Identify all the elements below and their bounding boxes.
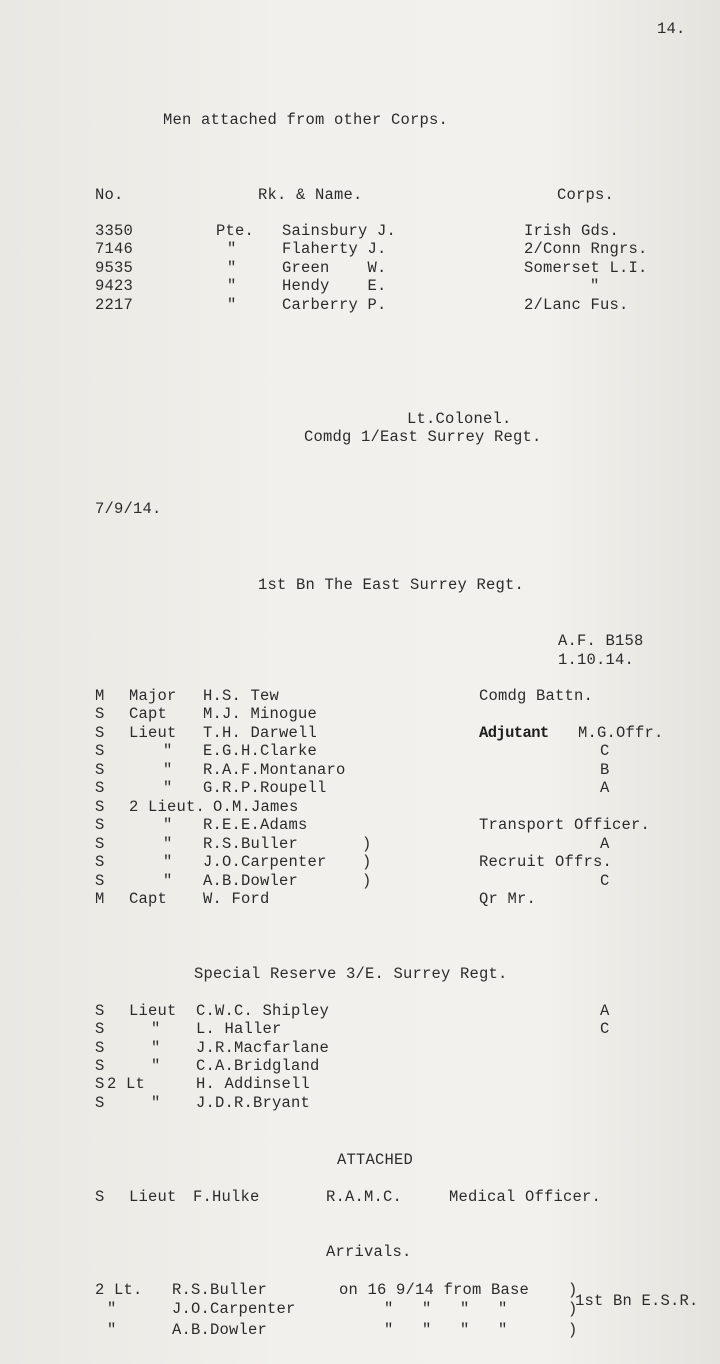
reserve-rank: ": [151, 1039, 161, 1057]
officer-name: M.J. Minogue: [203, 705, 318, 723]
row-corps: 2/Lanc Fus.: [524, 296, 629, 314]
officer-rank: ": [163, 761, 173, 779]
officer-rank: ": [163, 742, 173, 760]
officer-role: Comdg Battn.: [479, 687, 594, 705]
officer-code: M: [95, 890, 105, 908]
reserve-company: C: [600, 1020, 610, 1038]
row-number: 2217: [95, 296, 134, 314]
arrival-name: R.S.Buller: [172, 1281, 268, 1299]
officer-bracket: ): [362, 853, 372, 871]
officer-code: S: [95, 724, 105, 742]
arrival-bracket: ): [568, 1281, 578, 1299]
attached-heading: Men attached from other Corps.: [163, 111, 449, 129]
row-rank: ": [227, 296, 237, 314]
officer-name: O.M.James: [213, 798, 299, 816]
officer-role: Recruit Offrs.: [479, 853, 613, 871]
row-name: Sainsbury J.: [282, 222, 397, 240]
officer-role: M.G.Offr.: [578, 724, 664, 742]
officer-role: Qr Mr.: [479, 890, 537, 908]
col-header-no: No.: [95, 186, 124, 204]
arrival-detail: " " " ": [384, 1321, 508, 1339]
attached-officer-role: Medical Officer.: [449, 1188, 602, 1206]
officer-rank: ": [163, 853, 173, 871]
officer-bracket: ): [362, 872, 372, 890]
reserve-code: S: [95, 1039, 105, 1057]
reserve-rank: ": [151, 1020, 161, 1038]
reserve-name: C.W.C. Shipley: [196, 1002, 330, 1020]
reserve-code: S: [95, 1075, 105, 1093]
row-rank: ": [227, 277, 237, 295]
officer-name: R.S.Buller: [203, 835, 299, 853]
officer-name: H.S. Tew: [203, 687, 280, 705]
officer-bracket: ): [362, 835, 372, 853]
row-name: Flaherty J.: [282, 240, 387, 258]
reserve-rank: ": [151, 1094, 161, 1112]
reserve-name: C.A.Bridgland: [196, 1057, 320, 1075]
officer-rank: ": [163, 835, 173, 853]
reserve-code: S: [95, 1057, 105, 1075]
officer-code: M: [95, 687, 105, 705]
reserve-code: S: [95, 1020, 105, 1038]
row-corps: Irish Gds.: [524, 222, 620, 240]
form-date: 1.10.14.: [558, 651, 635, 669]
officer-rank: Major: [129, 687, 177, 705]
officer-name: A.B.Dowler: [203, 872, 299, 890]
officer-code: S: [95, 742, 105, 760]
officer-rank: ": [163, 816, 173, 834]
row-number: 3350: [95, 222, 134, 240]
arrival-bracket: ): [568, 1321, 578, 1339]
reserve-name: J.R.Macfarlane: [196, 1039, 330, 1057]
officer-code: S: [95, 835, 105, 853]
document-date: 7/9/14.: [95, 500, 162, 518]
signature-rank: Lt.Colonel.: [407, 410, 512, 428]
row-rank: ": [227, 240, 237, 258]
attached-officer-name: F.Hulke: [193, 1188, 260, 1206]
form-reference: A.F. B158: [558, 632, 644, 650]
row-corps: Somerset L.I.: [524, 259, 648, 277]
signature-command: Comdg 1/East Surrey Regt.: [304, 428, 542, 446]
attached-officer-heading: ATTACHED: [337, 1151, 414, 1169]
officer-rank: ": [163, 779, 173, 797]
officer-code: S: [95, 761, 105, 779]
officer-rank: Capt: [129, 705, 168, 723]
officer-code: S: [95, 816, 105, 834]
row-name: Green W.: [282, 259, 387, 277]
arrival-name: A.B.Dowler: [172, 1321, 268, 1339]
row-name: Carberry P.: [282, 296, 387, 314]
officer-rank: Lieut: [129, 724, 177, 742]
reserve-company: A: [600, 1002, 610, 1020]
attached-officer-code: S: [95, 1188, 105, 1206]
arrivals-heading: Arrivals.: [326, 1243, 412, 1261]
arrivals-unit: 1st Bn E.S.R.: [575, 1292, 699, 1310]
officer-code: S: [95, 798, 105, 816]
reserve-name: H. Addinsell: [196, 1075, 311, 1093]
reserve-heading: Special Reserve 3/E. Surrey Regt.: [194, 965, 508, 983]
arrival-rank: ": [107, 1321, 117, 1339]
reserve-name: J.D.R.Bryant: [196, 1094, 311, 1112]
reserve-code: S: [95, 1094, 105, 1112]
row-rank: ": [227, 259, 237, 277]
reserve-code: S: [95, 1002, 105, 1020]
officer-name: E.G.H.Clarke: [203, 742, 318, 760]
arrival-rank: ": [107, 1300, 117, 1318]
arrival-rank: 2 Lt.: [95, 1281, 143, 1299]
page-number: 14.: [657, 20, 686, 38]
arrival-bracket: ): [568, 1300, 578, 1318]
col-header-corps: Corps.: [557, 186, 615, 204]
officer-name: J.O.Carpenter: [203, 853, 327, 871]
officer-name: G.R.P.Roupell: [203, 779, 327, 797]
officer-company: C: [600, 742, 610, 760]
officer-name: R.E.E.Adams: [203, 816, 308, 834]
officer-code: S: [95, 705, 105, 723]
officer-name: T.H. Darwell: [203, 724, 318, 742]
row-number: 9535: [95, 259, 134, 277]
arrival-detail: on 16 9/14 from Base: [339, 1281, 530, 1299]
officer-company: C: [600, 872, 610, 890]
attached-officer-rank: Lieut: [129, 1188, 177, 1206]
officer-code: S: [95, 779, 105, 797]
officer-role: Transport Officer.: [479, 816, 651, 834]
reserve-rank: Lieut: [129, 1002, 177, 1020]
row-number: 9423: [95, 277, 134, 295]
struck-role-text: Adjutant: [479, 724, 549, 742]
officer-rank: 2 Lieut.: [129, 798, 206, 816]
reserve-rank: 2 Lt: [107, 1075, 146, 1093]
row-corps: 2/Conn Rngrs.: [524, 240, 648, 258]
battalion-heading: 1st Bn The East Surrey Regt.: [258, 576, 525, 594]
row-number: 7146: [95, 240, 134, 258]
row-corps: ": [590, 277, 600, 295]
attached-officer-corps: R.A.M.C.: [326, 1188, 403, 1206]
col-header-rank-name: Rk. & Name.: [258, 186, 363, 204]
arrival-detail: " " " ": [384, 1300, 508, 1318]
officer-rank: ": [163, 872, 173, 890]
officer-company: B: [600, 761, 610, 779]
officer-rank: Capt: [129, 890, 168, 908]
arrival-name: J.O.Carpenter: [172, 1300, 296, 1318]
reserve-rank: ": [151, 1057, 161, 1075]
officer-company: A: [600, 779, 610, 797]
officer-name: R.A.F.Montanaro: [203, 761, 346, 779]
officer-name: W. Ford: [203, 890, 270, 908]
row-rank: Pte.: [216, 222, 255, 240]
officer-company: A: [600, 835, 610, 853]
officer-code: S: [95, 872, 105, 890]
officer-code: S: [95, 853, 105, 871]
reserve-name: L. Haller: [196, 1020, 282, 1038]
row-name: Hendy E.: [282, 277, 387, 295]
